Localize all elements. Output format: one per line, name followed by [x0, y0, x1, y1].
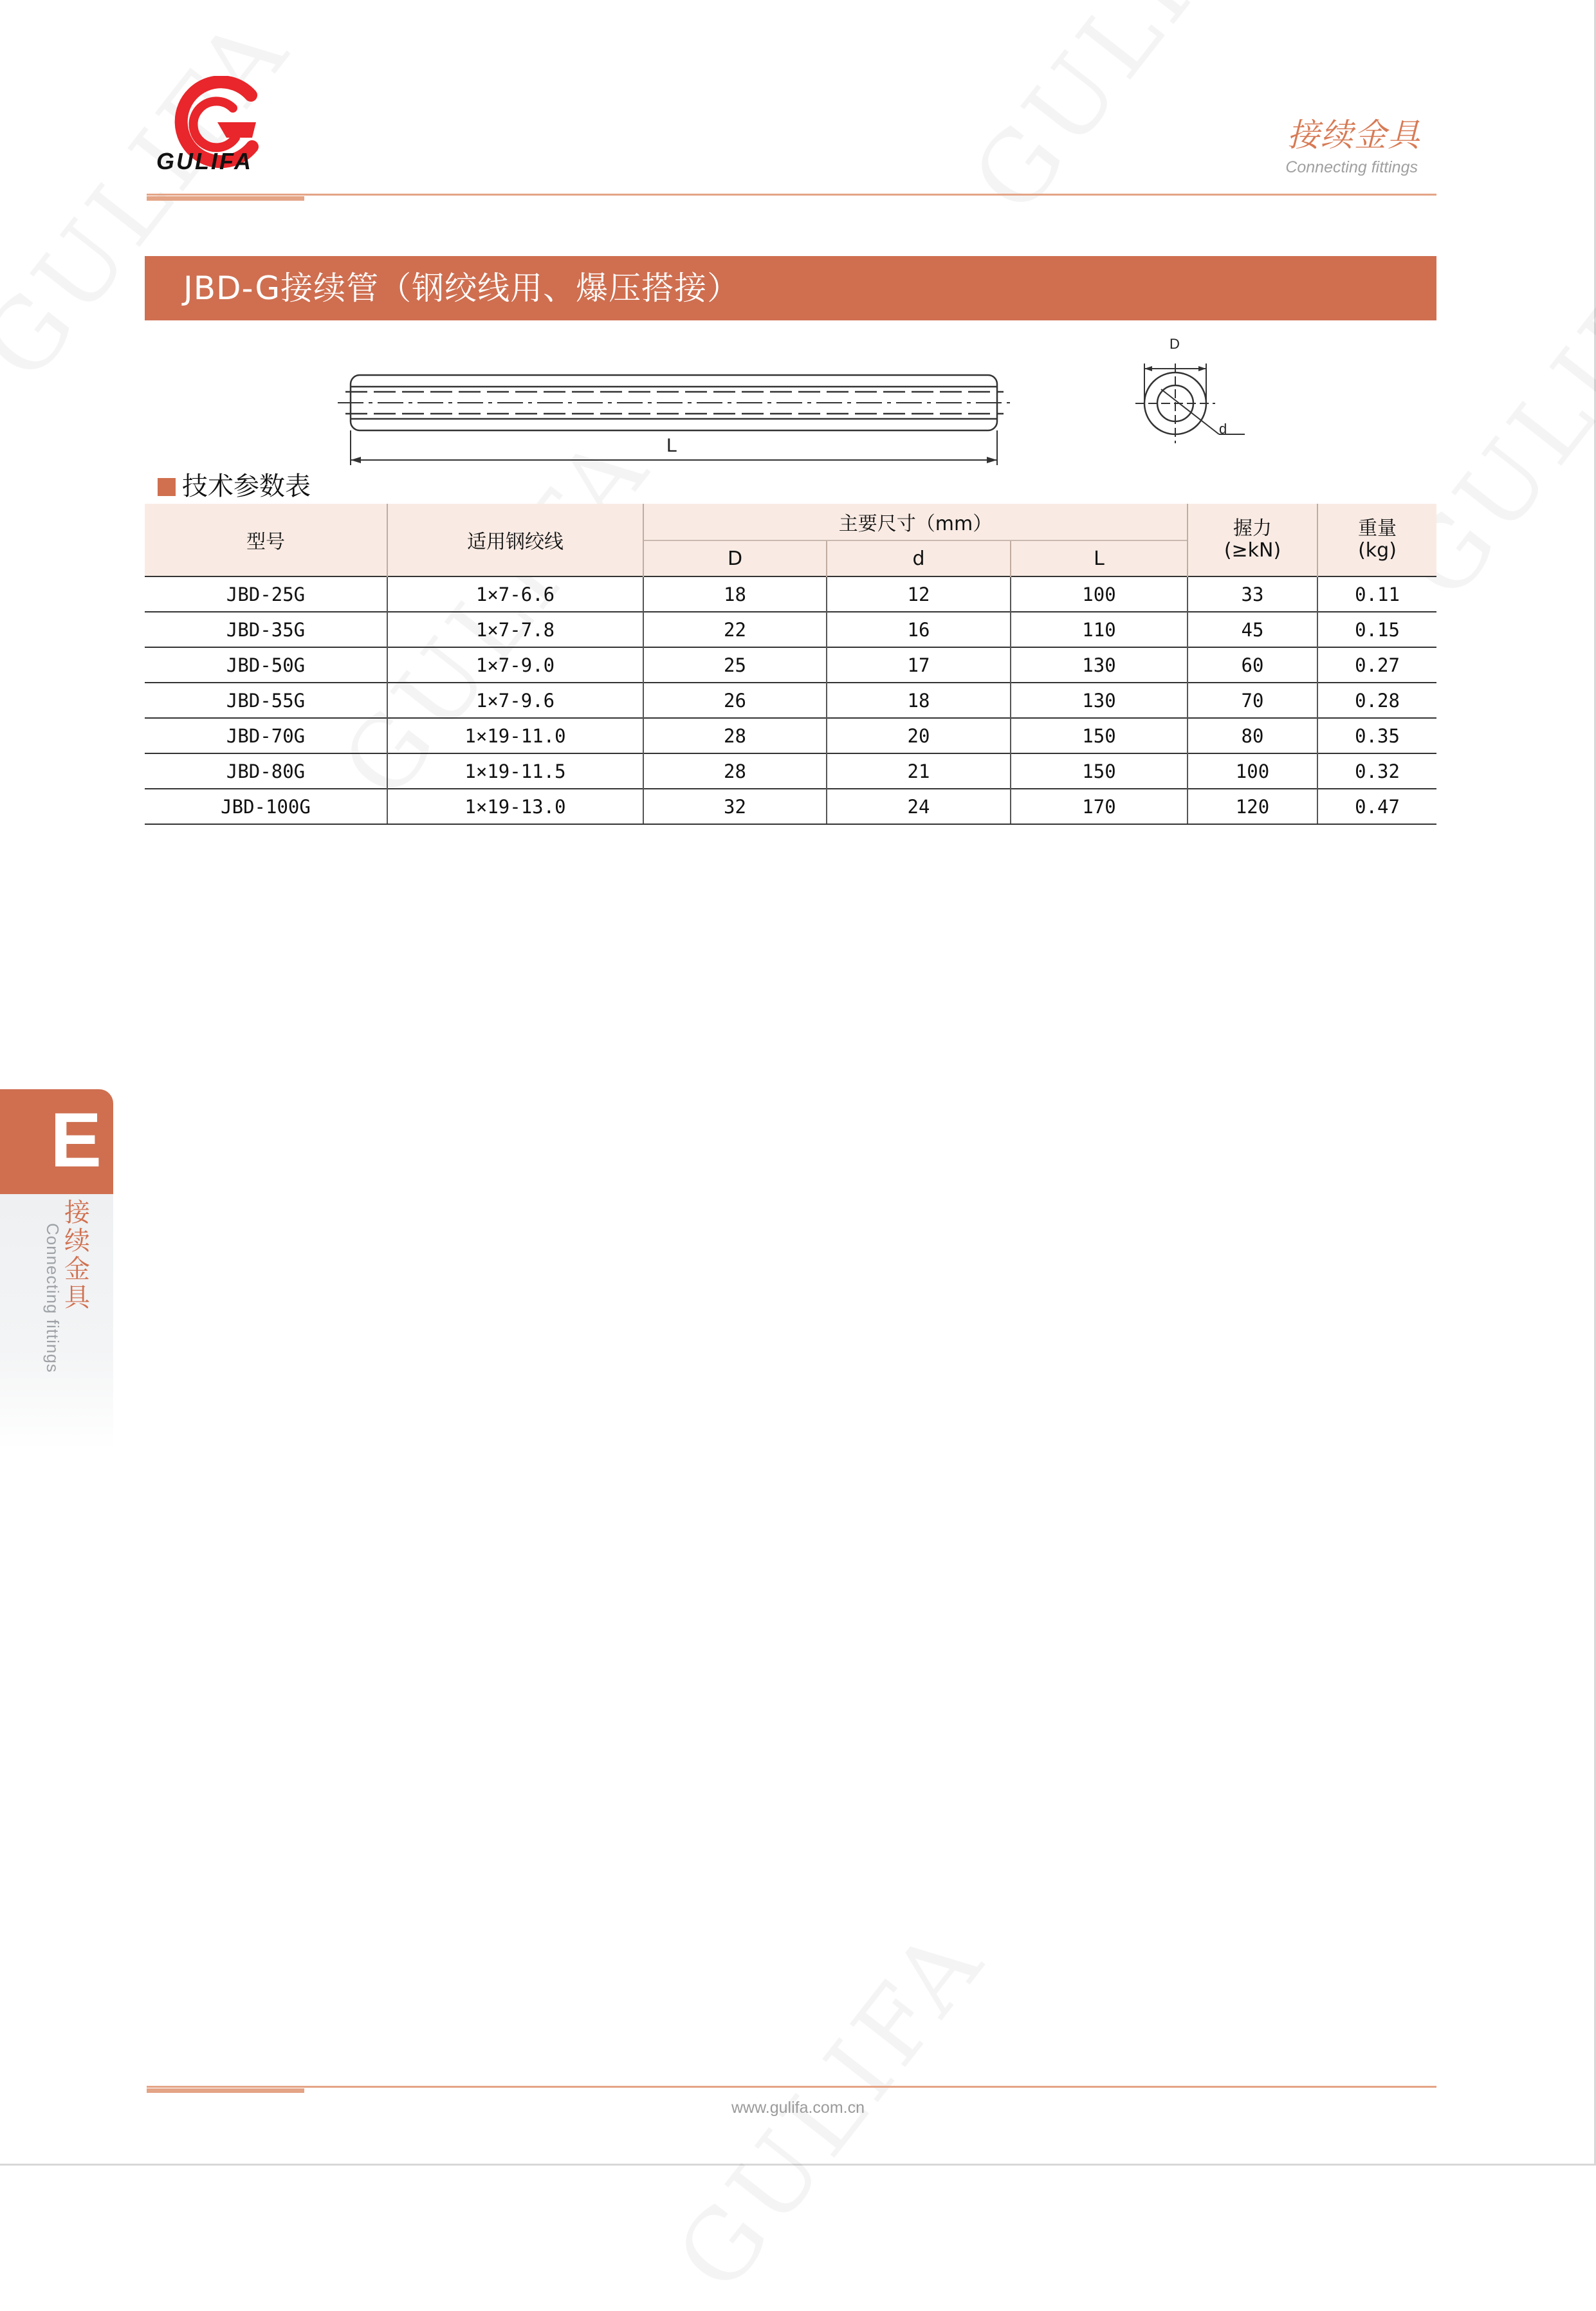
- cell-dim-L: 170: [1011, 789, 1188, 824]
- cell-grip: 33: [1188, 576, 1317, 612]
- cell-grip: 120: [1188, 789, 1317, 824]
- cell-strand: 1×19-13.0: [387, 789, 643, 824]
- cell-model: JBD-25G: [145, 576, 387, 612]
- cell-dim-d: 16: [827, 612, 1011, 647]
- cell-grip: 80: [1188, 718, 1317, 753]
- outer-diameter-label: D: [1169, 336, 1180, 352]
- header-rule: [147, 194, 1436, 196]
- cell-strand: 1×7-6.6: [387, 576, 643, 612]
- cell-weight: 0.15: [1317, 612, 1436, 647]
- header-grip: 握力 (≥kN): [1188, 504, 1317, 576]
- header-dimensions: 主要尺寸（mm）: [643, 504, 1188, 540]
- cell-dim-L: 130: [1011, 647, 1188, 683]
- spec-table: [145, 504, 1436, 825]
- cell-weight: 0.27: [1317, 647, 1436, 683]
- category-title: 接续金具: [1287, 116, 1421, 154]
- cell-dim-L: 130: [1011, 683, 1188, 718]
- section-side-tab: [0, 1089, 113, 1450]
- cell-weight: 0.32: [1317, 753, 1436, 789]
- cell-strand: 1×19-11.0: [387, 718, 643, 753]
- table-row: [145, 789, 1436, 824]
- footer-rule: [147, 2086, 1436, 2088]
- header-dim-L: L: [1011, 540, 1188, 576]
- cell-model: JBD-80G: [145, 753, 387, 789]
- category-subtitle: Connecting fittings: [1285, 158, 1418, 176]
- header-model: 型号: [145, 504, 387, 576]
- table-row: [145, 612, 1436, 647]
- header-rule-accent: [147, 196, 304, 201]
- cell-dim-d: 12: [827, 576, 1011, 612]
- cell-dim-L: 110: [1011, 612, 1188, 647]
- cell-dim-d: 17: [827, 647, 1011, 683]
- cell-grip: 60: [1188, 647, 1317, 683]
- cell-dim-d: 21: [827, 753, 1011, 789]
- footer-rule-accent: [147, 2088, 304, 2093]
- cell-dim-D: 28: [643, 753, 827, 789]
- bullet-square-icon: [158, 478, 176, 496]
- table-row: [145, 753, 1436, 789]
- cell-model: JBD-70G: [145, 718, 387, 753]
- cell-strand: 1×7-7.8: [387, 612, 643, 647]
- cell-weight: 0.11: [1317, 576, 1436, 612]
- logo-text: GULIFA: [156, 148, 253, 174]
- table-row: [145, 647, 1436, 683]
- cell-model: JBD-35G: [145, 612, 387, 647]
- cell-grip: 45: [1188, 612, 1317, 647]
- table-row: [145, 683, 1436, 718]
- cell-dim-L: 100: [1011, 576, 1188, 612]
- section-heading-text: 技术参数表: [182, 472, 311, 501]
- cell-dim-D: 32: [643, 789, 827, 824]
- cell-weight: 0.35: [1317, 718, 1436, 753]
- cell-dim-D: 25: [643, 647, 827, 683]
- header-dim-d: d: [827, 540, 1011, 576]
- cell-weight: 0.28: [1317, 683, 1436, 718]
- cell-model: JBD-55G: [145, 683, 387, 718]
- inner-diameter-label: d: [1219, 421, 1227, 437]
- cell-strand: 1×7-9.6: [387, 683, 643, 718]
- cell-dim-d: 18: [827, 683, 1011, 718]
- table-row: [145, 718, 1436, 753]
- length-dimension-label: L: [666, 435, 677, 456]
- header-weight: 重量 (kg): [1317, 504, 1436, 576]
- cell-weight: 0.47: [1317, 789, 1436, 824]
- cell-strand: 1×19-11.5: [387, 753, 643, 789]
- cell-model: JBD-50G: [145, 647, 387, 683]
- side-tab-label-en: Connecting fittings: [43, 1223, 62, 1373]
- sleeve-end-view-drawing: [1129, 331, 1251, 447]
- cell-grip: 100: [1188, 753, 1317, 789]
- header-strand: 适用钢绞线: [387, 504, 643, 576]
- cell-strand: 1×7-9.0: [387, 647, 643, 683]
- side-tab-letter: E: [50, 1097, 102, 1183]
- product-title-banner: JBD-G接续管（钢绞线用、爆压搭接）: [145, 256, 1436, 320]
- cell-dim-D: 26: [643, 683, 827, 718]
- cell-dim-d: 20: [827, 718, 1011, 753]
- cell-dim-D: 28: [643, 718, 827, 753]
- cell-dim-d: 24: [827, 789, 1011, 824]
- cell-dim-L: 150: [1011, 753, 1188, 789]
- section-heading: [158, 466, 311, 502]
- table-row: [145, 576, 1436, 612]
- cell-dim-D: 18: [643, 576, 827, 612]
- cell-model: JBD-100G: [145, 789, 387, 824]
- side-tab-label-cn: 接续金具: [64, 1198, 90, 1312]
- footer-url: www.gulifa.com.cn: [731, 2099, 865, 2117]
- cell-dim-D: 22: [643, 612, 827, 647]
- cell-grip: 70: [1188, 683, 1317, 718]
- cell-dim-L: 150: [1011, 718, 1188, 753]
- header-dim-D: D: [643, 540, 827, 576]
